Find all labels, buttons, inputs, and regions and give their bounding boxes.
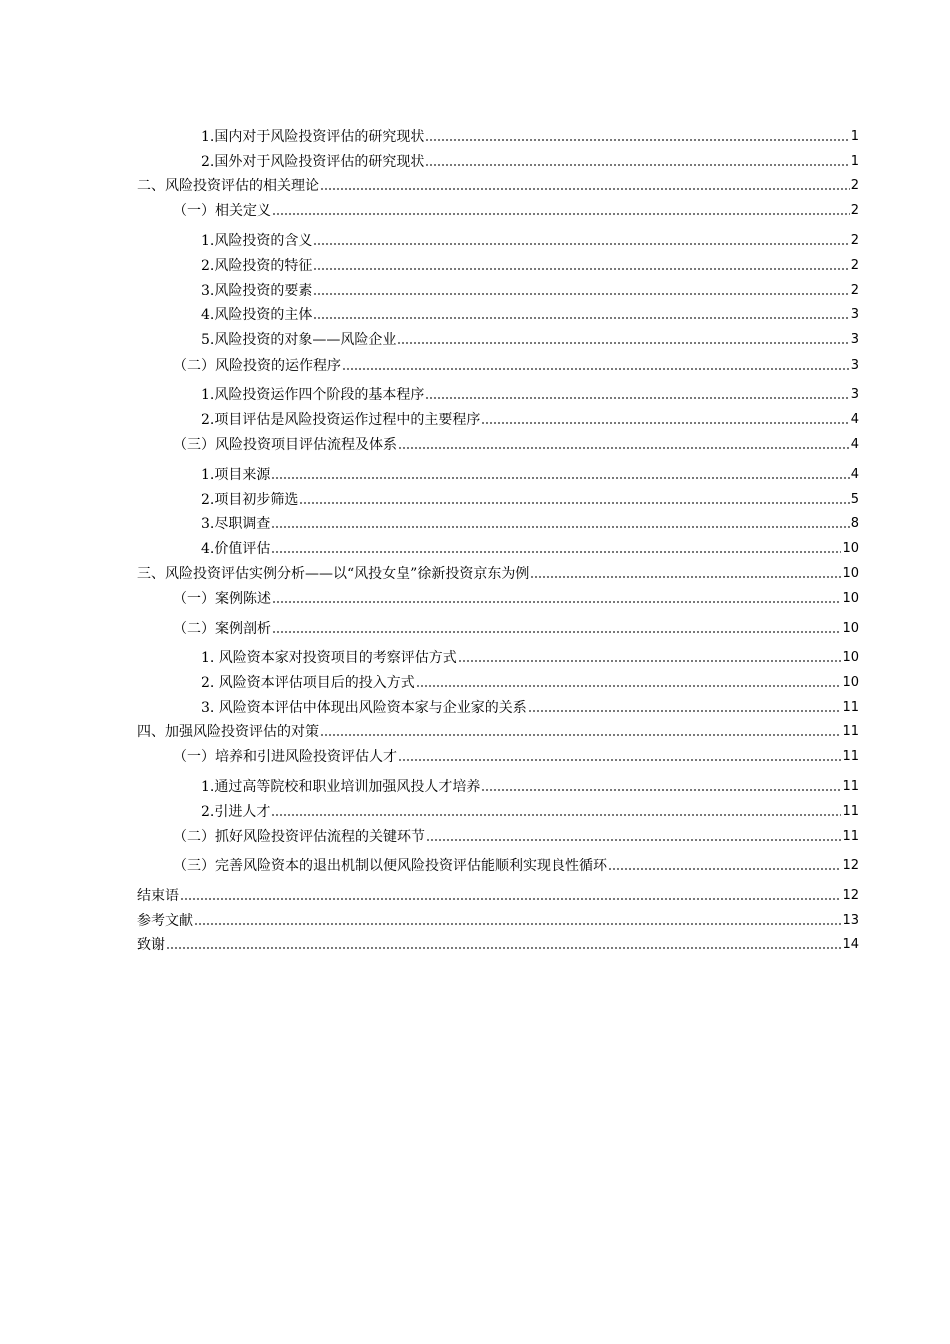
toc-entry-title: 4.价值评估 <box>201 541 271 557</box>
toc-dot-leader <box>398 758 841 762</box>
toc-entry <box>173 855 859 875</box>
toc-entry <box>173 826 859 846</box>
toc-dot-leader <box>194 922 841 926</box>
toc-entry <box>173 434 859 454</box>
toc-entry-page: 11 <box>842 749 859 764</box>
toc-entry-page: 2 <box>850 178 859 193</box>
toc-dot-leader <box>299 501 849 505</box>
toc-entry-title: 结束语 <box>137 888 179 904</box>
toc-entry-page: 10 <box>842 650 859 665</box>
toc-entry-title: 4.风险投资的主体 <box>201 307 313 323</box>
toc-entry-page: 3 <box>850 332 859 347</box>
toc-dot-leader <box>313 292 849 296</box>
toc-entry <box>137 175 859 195</box>
toc-entry <box>201 409 859 429</box>
toc-entry-title: 2.项目评估是风险投资运作过程中的主要程序 <box>201 412 481 428</box>
toc-dot-leader <box>313 267 849 271</box>
toc-dot-leader <box>425 396 849 400</box>
toc-entry-page: 2 <box>850 233 859 248</box>
toc-entry-page: 2 <box>850 258 859 273</box>
toc-entry <box>173 618 859 638</box>
toc-entry-page: 1 <box>850 129 859 144</box>
toc-entry-title: （一）相关定义 <box>173 203 271 219</box>
toc-entry-title: 1.风险投资运作四个阶段的基本程序 <box>201 387 425 403</box>
toc-entry-title: 四、加强风险投资评估的对策 <box>137 724 319 740</box>
toc-dot-leader <box>342 367 850 371</box>
toc-entry-title: （二）风险投资的运作程序 <box>173 358 341 374</box>
toc-entry-title: 1.项目来源 <box>201 467 271 483</box>
toc-entry <box>173 746 859 766</box>
toc-entry-page: 11 <box>842 829 859 844</box>
toc-dot-leader <box>271 525 849 529</box>
toc-dot-leader <box>320 187 850 191</box>
toc-entry <box>201 304 859 324</box>
toc-entry <box>201 776 859 796</box>
toc-entry-page: 3 <box>850 307 859 322</box>
toc-entry <box>201 697 859 717</box>
toc-entry <box>201 126 859 146</box>
toc-dot-leader <box>313 316 849 320</box>
toc-entry <box>201 464 859 484</box>
toc-entry-title: 参考文献 <box>137 913 193 929</box>
toc-entry-page: 11 <box>842 804 859 819</box>
toc-entry-page: 14 <box>842 937 859 952</box>
toc-dot-leader <box>272 630 841 634</box>
toc-entry <box>201 329 859 349</box>
toc-entry-title: （一）培养和引进风险投资评估人才 <box>173 749 397 765</box>
toc-entry-page: 10 <box>842 591 859 606</box>
toc-dot-leader <box>530 575 841 579</box>
toc-entry <box>173 200 859 220</box>
toc-entry <box>201 151 859 171</box>
toc-entry <box>137 910 859 930</box>
toc-dot-leader <box>313 242 849 246</box>
toc-dot-leader <box>272 212 850 216</box>
toc-entry-page: 10 <box>842 621 859 636</box>
toc-dot-leader <box>271 813 841 817</box>
toc-entry <box>201 230 859 250</box>
toc-entry-page: 4 <box>850 412 859 427</box>
toc-entry <box>201 489 859 509</box>
toc-entry-page: 5 <box>850 492 859 507</box>
toc-entry-title: 3.尽职调查 <box>201 516 271 532</box>
toc-entry-page: 4 <box>850 437 859 452</box>
toc-entry-title: （二）抓好风险投资评估流程的关键环节 <box>173 829 425 845</box>
toc-dot-leader <box>271 550 841 554</box>
toc-entry-page: 10 <box>842 675 859 690</box>
toc-dot-leader <box>397 341 849 345</box>
toc-entry <box>201 672 859 692</box>
toc-dot-leader <box>458 659 842 663</box>
toc-dot-leader <box>166 946 841 950</box>
toc-entry-title: （二）案例剖析 <box>173 621 271 637</box>
toc-entry-page: 13 <box>842 913 859 928</box>
toc-entry-title: 1.风险投资的含义 <box>201 233 313 249</box>
toc-entry-title: 1.国内对于风险投资评估的研究现状 <box>201 129 425 145</box>
toc-dot-leader <box>320 733 841 737</box>
toc-entry-title: （一）案例陈述 <box>173 591 271 607</box>
toc-dot-leader <box>416 684 842 688</box>
toc-entry-title: 二、风险投资评估的相关理论 <box>137 178 319 194</box>
toc-entry <box>201 513 859 533</box>
toc-entry-page: 12 <box>842 888 859 903</box>
toc-entry-page: 10 <box>842 541 859 556</box>
toc-entry-title: 1. 风险资本家对投资项目的考察评估方式 <box>201 650 457 666</box>
toc-entry-title: 3. 风险资本评估中体现出风险资本家与企业家的关系 <box>201 700 527 716</box>
toc-entry-title: （三）完善风险资本的退出机制以便风险投资评估能顺利实现良性循环 <box>173 858 607 874</box>
toc-entry <box>173 588 859 608</box>
toc-entry <box>173 355 859 375</box>
toc-entry <box>201 280 859 300</box>
toc-entry <box>201 647 859 667</box>
toc-entry-page: 11 <box>842 700 859 715</box>
toc-dot-leader <box>398 446 850 450</box>
toc-entry <box>201 384 859 404</box>
toc-entry-page: 4 <box>850 467 859 482</box>
toc-entry-page: 11 <box>842 779 859 794</box>
toc-dot-leader <box>481 421 849 425</box>
toc-dot-leader <box>271 476 849 480</box>
toc-entry-title: 2.国外对于风险投资评估的研究现状 <box>201 154 425 170</box>
toc-entry-title: 5.风险投资的对象——风险企业 <box>201 332 397 348</box>
toc-dot-leader <box>272 600 841 604</box>
toc-entry-title: 3.风险投资的要素 <box>201 283 313 299</box>
toc-entry-title: 2. 风险资本评估项目后的投入方式 <box>201 675 415 691</box>
toc-entry-title: 三、风险投资评估实例分析——以“风投女皇”徐新投资京东为例 <box>137 566 530 582</box>
toc-entry <box>201 538 859 558</box>
toc-entry <box>137 885 859 905</box>
toc-entry-title: 1.通过高等院校和职业培训加强风投人才培养 <box>201 779 481 795</box>
toc-entry-title: 2.项目初步筛选 <box>201 492 299 508</box>
toc-dot-leader <box>425 163 849 167</box>
toc-entry <box>201 801 859 821</box>
toc-entry-title: （三）风险投资项目评估流程及体系 <box>173 437 397 453</box>
toc-dot-leader <box>426 838 841 842</box>
toc-entry-page: 11 <box>842 724 859 739</box>
toc-entry-page: 12 <box>842 858 859 873</box>
toc-entry-page: 1 <box>850 154 859 169</box>
toc-dot-leader <box>425 138 849 142</box>
toc-dot-leader <box>481 788 841 792</box>
toc-entry-page: 8 <box>850 516 859 531</box>
toc-entry-page: 3 <box>850 358 859 373</box>
toc-dot-leader <box>180 897 841 901</box>
toc-entry <box>201 255 859 275</box>
toc-entry-title: 致谢 <box>137 937 165 953</box>
toc-dot-leader <box>528 709 842 713</box>
toc-entry-page: 3 <box>850 387 859 402</box>
toc-entry-page: 10 <box>842 566 859 581</box>
toc-entry-page: 2 <box>850 283 859 298</box>
toc-entry-title: 2.风险投资的特征 <box>201 258 313 274</box>
toc-entry <box>137 934 859 954</box>
toc-dot-leader <box>608 867 841 871</box>
toc-entry <box>137 721 859 741</box>
toc-entry <box>137 563 859 583</box>
toc-entry-title: 2.引进人才 <box>201 804 271 820</box>
toc-entry-page: 2 <box>850 203 859 218</box>
